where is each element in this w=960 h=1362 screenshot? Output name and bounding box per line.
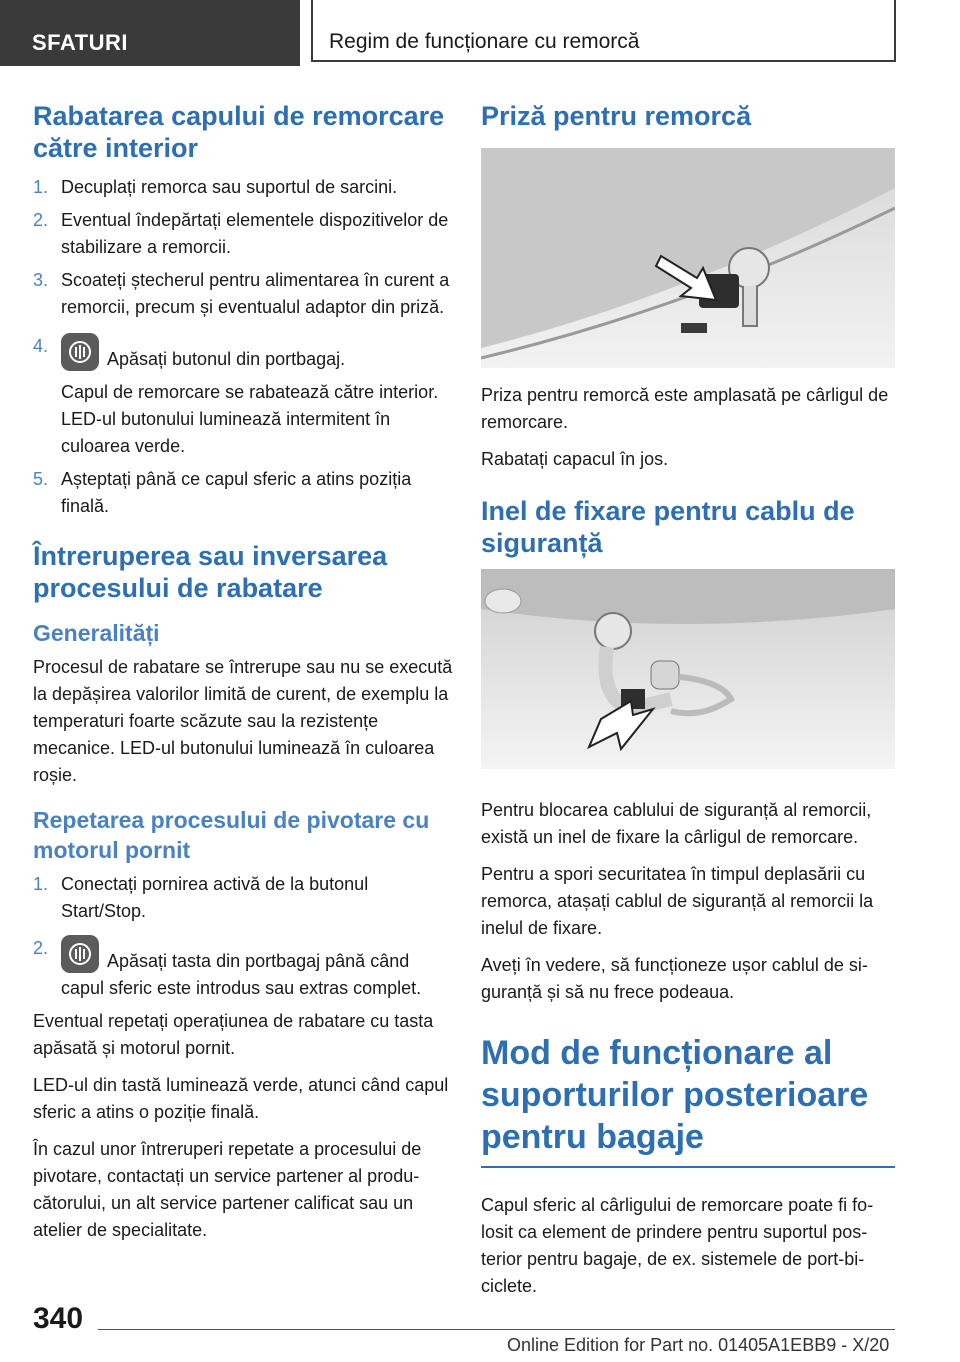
step-number: 1. bbox=[33, 177, 49, 197]
footer-divider bbox=[98, 1329, 895, 1330]
trailer-socket-illustration bbox=[481, 148, 895, 368]
paragraph: Eventual repetați operațiunea de rabatare cu tasta apăsată și motorul pornit. bbox=[33, 1011, 434, 1058]
step-number: 2. bbox=[33, 210, 49, 230]
step-number: 1. bbox=[33, 874, 49, 894]
paragraph: Rabatați capacul în jos. bbox=[481, 449, 669, 469]
step-number: 2. bbox=[33, 938, 49, 958]
list-item bbox=[33, 935, 453, 1002]
header-title: Regim de funcționare cu remorcă bbox=[329, 30, 640, 53]
step-text: Apăsați butonul din portbagaj. bbox=[107, 349, 346, 369]
heading-intrerupere: Întreruperea sau inversarea procesului de rabatare bbox=[33, 541, 388, 603]
paragraph: LED-ul din tastă luminează verde, atunci când capul sferic a atins o poziție finală. bbox=[33, 1075, 449, 1122]
step-text: Așteptați până ce capul sferic a atins poziția finală. bbox=[61, 469, 412, 516]
step-text: Scoateți ștecherul pentru alimentarea în curent a remorcii, precum și eventualul adaptor din priză. bbox=[61, 270, 450, 317]
list-item bbox=[33, 174, 453, 201]
tow-hitch-button-icon bbox=[61, 333, 99, 371]
step-text: Conectați pornirea activă de la butonul Start/Stop. bbox=[61, 874, 369, 921]
safety-cable-ring-illustration bbox=[481, 569, 895, 769]
list-item bbox=[33, 267, 453, 321]
list-item bbox=[33, 333, 453, 460]
list-item bbox=[33, 207, 453, 261]
step-text: Apăsați tasta din portbagaj până când capul sferic este introdus sau extras complet. bbox=[61, 951, 422, 998]
heading-repetare: Repetarea procesului de pivotare cu motorul pornit bbox=[33, 807, 430, 863]
step-text: Eventual îndepărtați elementele dispozitivelor de stabilizare a remorcii. bbox=[61, 210, 449, 257]
heading-generalitati: Generalități bbox=[33, 620, 160, 646]
section-divider bbox=[481, 1166, 895, 1168]
step-number: 4. bbox=[33, 336, 49, 356]
list-item bbox=[33, 871, 453, 925]
step-number: 3. bbox=[33, 270, 49, 290]
left-column bbox=[33, 100, 453, 1254]
paragraph: Aveți în vedere, să funcționeze ușor cablul de siguranță și să nu frece podeaua. bbox=[481, 955, 868, 1002]
list-item bbox=[33, 466, 453, 520]
step-number: 5. bbox=[33, 469, 49, 489]
header-section-label: SFATURI bbox=[32, 30, 128, 55]
heading-priza: Priză pentru remorcă bbox=[481, 101, 752, 131]
step-detail: Capul de remorcare se rabatează către interior. LED-ul butonului luminează intermitent în culoarea verde. bbox=[61, 382, 439, 456]
paragraph: Pentru a spori securitatea în timpul deplasării cu remorca, atașați cablul de siguranță al remorcii la inelul de fixare. bbox=[481, 864, 874, 938]
paragraph: Pentru blocarea cablului de siguranță al remorcii, există un inel de fixare la cârligul de remorcare. bbox=[481, 800, 872, 847]
page-number: 340 bbox=[33, 1302, 84, 1335]
footer-edition: Online Edition for Part no. 01405A1EBB9 - X/20 bbox=[507, 1335, 890, 1355]
tow-hitch-button-icon bbox=[61, 935, 99, 973]
paragraph: Priza pentru remorcă este amplasată pe cârligul de remorcare. bbox=[481, 385, 889, 432]
header-section-tab bbox=[0, 0, 300, 66]
heading-inel: Inel de fixare pentru cablu de siguranță bbox=[481, 496, 855, 558]
paragraph: Capul sferic al cârligului de remorcare poate fi folosit ca element de prindere pentru suportul posterior pentru bagaje, de ex. sistemele de port-biciclete. bbox=[481, 1195, 874, 1296]
heading-mod-functionare: Mod de funcționare al suporturilor posterioare pentru bagaje bbox=[481, 1034, 869, 1156]
header-title-box bbox=[311, 0, 896, 62]
paragraph: Procesul de rabatare se întrerupe sau nu se execută la depășirea valorilor limită de curent, de exemplu la temperaturi foarte scăzute sau la rezistențe mecanice. LED-ul butonului luminează în culoarea roșie. bbox=[33, 657, 453, 785]
right-column bbox=[481, 100, 895, 1310]
step-text: Decuplați remorca sau suportul de sarcini. bbox=[61, 177, 398, 197]
paragraph: În cazul unor întreruperi repetate a procesului de pivotare, contactați un service partener al producătorului, un alt service partener calificat sau un atelier de specialitate. bbox=[33, 1139, 422, 1240]
heading-rabatare: Rabatarea capului de remorcare către interior bbox=[33, 101, 445, 163]
